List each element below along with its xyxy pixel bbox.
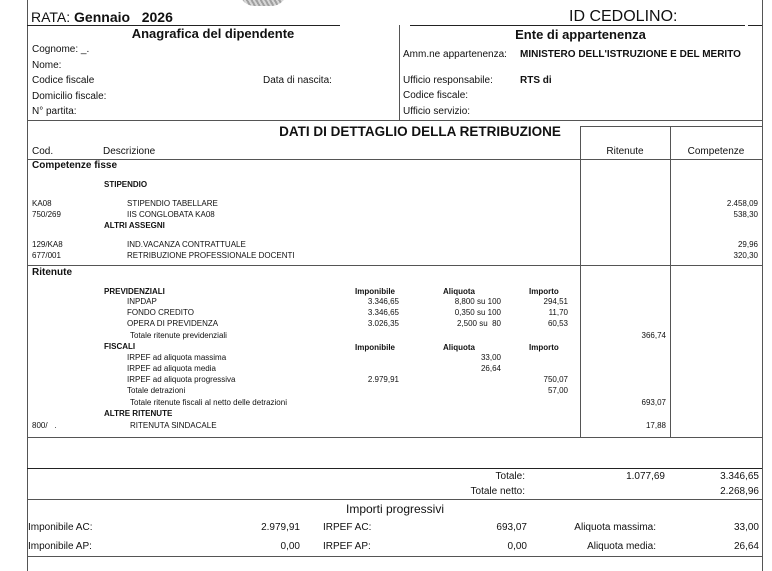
tot-fisc-label: Totale ritenute fiscali al netto delle detrazioni (130, 398, 287, 407)
imp-ac-label: Imponibile AC: (28, 522, 93, 533)
ufficio-value: RTS di (520, 75, 552, 86)
totale-label: Totale: (495, 471, 525, 482)
partita-label: N° partita: (32, 106, 77, 117)
h-aliquota-fiscali: Aliquota (443, 343, 475, 352)
h-imponibile-fiscali: Imponibile (355, 343, 395, 352)
table-row-desc: INPDAP (127, 297, 157, 306)
competenze-fisse-heading: Competenze fisse (32, 160, 118, 171)
table-row-desc: IRPEF ad aliquota media (127, 364, 216, 373)
sindacale-cod: 800/ . (32, 421, 57, 430)
ufficio-label: Ufficio responsabile: (403, 75, 493, 86)
ente-title: Ente di appartenenza (515, 27, 646, 42)
table-row-desc: OPERA DI PREVIDENZA (127, 319, 219, 328)
table-row-imponibile: 3.346,65 (367, 297, 399, 306)
table-row-aliquota: 26,64 (480, 364, 501, 373)
table-row-desc: FONDO CREDITO (127, 308, 194, 317)
table-row-aliquota: 2,500 su 80 (456, 319, 501, 328)
imp-ac-value: 2.979,91 (261, 522, 300, 533)
irpef-ac-label: IRPEF AC: (323, 522, 372, 533)
totale-netto-label: Totale netto: (470, 486, 525, 497)
irpef-ap-value: 0,00 (507, 541, 527, 552)
altre-ritenute-heading: ALTRE RITENUTE (104, 409, 173, 418)
totale-competenze: 3.346,65 (720, 471, 759, 482)
tot-prev-value: 366,74 (641, 331, 666, 340)
nome-label: Nome: (32, 60, 62, 71)
table-row-desc: RETRIBUZIONE PROFESSIONALE DOCENTI (127, 251, 295, 260)
sindacale-desc: RITENUTA SINDACALE (130, 421, 217, 430)
rata-label: RATA: (31, 9, 71, 25)
table-row-aliquota: 0,350 su 100 (454, 308, 501, 317)
table-row-desc: STIPENDIO TABELLARE (127, 199, 218, 208)
aliq-max-value: 33,00 (733, 522, 759, 533)
tot-detr-label: Totale detrazioni (127, 386, 186, 395)
table-row-importo: 750,07 (543, 375, 568, 384)
tot-detr-value: 57,00 (547, 386, 568, 395)
progressivi-title: Importi progressivi (345, 502, 445, 516)
amm-value: MINISTERO DELL'ISTRUZIONE E DEL MERITO (520, 49, 741, 60)
cognome-label: Cognome: _. (32, 44, 90, 55)
ente-cf-label: Codice fiscale: (403, 90, 469, 101)
tot-fisc-value: 693,07 (641, 398, 666, 407)
anagrafica-title: Anagrafica del dipendente (131, 26, 295, 41)
table-row-imponibile: 3.026,35 (367, 319, 399, 328)
table-row-desc: IIS CONGLOBATA KA08 (127, 210, 215, 219)
imp-ap-value: 0,00 (280, 541, 300, 552)
totale-netto-value: 2.268,96 (720, 486, 759, 497)
table-row-imponibile: 3.346,65 (367, 308, 399, 317)
amm-label: Amm.ne appartenenza: (403, 49, 507, 60)
fiscali-heading: FISCALI (104, 342, 136, 351)
emblem-icon (240, 0, 286, 6)
left-border (27, 0, 28, 571)
imp-ap-label: Imponibile AP: (28, 541, 92, 552)
id-cedolino-label: ID CEDOLINO: (569, 8, 678, 25)
irpef-ap-label: IRPEF AP: (323, 541, 371, 552)
data-nascita-label: Data di nascita: (263, 75, 332, 86)
servizio-label: Ufficio servizio: (403, 106, 471, 117)
aliq-media-value: 26,64 (733, 541, 759, 552)
table-row-importo: 294,51 (543, 297, 568, 306)
table-row-cod: 750/269 (32, 210, 61, 219)
col-descrizione: Descrizione (103, 146, 156, 157)
dettaglio-title: DATI DI DETTAGLIO DELLA RETRIBUZIONE (279, 124, 561, 139)
tot-prev-label: Totale ritenute previdenziali (130, 331, 227, 340)
previdenziali-heading: PREVIDENZIALI (104, 287, 165, 296)
table-row-aliquota: 33,00 (480, 353, 501, 362)
ritenute-heading: Ritenute (32, 267, 72, 278)
right-border (762, 0, 763, 571)
stipendio-heading: STIPENDIO (104, 180, 148, 189)
table-row-importo: 11,70 (548, 308, 568, 317)
table-row-competenze: 538,30 (733, 210, 758, 219)
rata (31, 9, 173, 25)
table-row-competenze: 29,96 (737, 240, 758, 249)
col-cod: Cod. (32, 146, 54, 157)
table-row-aliquota: 8,800 su 100 (454, 297, 501, 306)
table-row-cod: KA08 (32, 199, 52, 208)
aliq-max-label: Aliquota massima: (574, 522, 656, 533)
table-row-cod: 677/001 (32, 251, 61, 260)
table-row-competenze: 320,30 (733, 251, 758, 260)
table-row-imponibile: 2.979,91 (367, 375, 399, 384)
ritenute-col-divider (580, 126, 581, 438)
aliq-media-label: Aliquota media: (587, 541, 656, 552)
col-competenze: Competenze (687, 146, 745, 157)
sindacale-value: 17,88 (645, 421, 666, 430)
irpef-ac-value: 693,07 (496, 522, 527, 533)
codice-fiscale-label: Codice fiscale (32, 75, 95, 86)
table-row-importo: 60,53 (547, 319, 568, 328)
domicilio-label: Domicilio fiscale: (32, 91, 107, 102)
cognome-value: _. (80, 44, 90, 55)
rata-value: Gennaio 2026 (74, 9, 173, 25)
h-importo-fiscali: Importo (529, 343, 559, 352)
altri-assegni-heading: ALTRI ASSEGNI (104, 221, 165, 230)
table-row-cod: 129/KA8 (32, 240, 63, 249)
h-aliquota: Aliquota (443, 287, 475, 296)
h-imponibile: Imponibile (355, 287, 395, 296)
table-row-desc: IRPEF ad aliquota massima (127, 353, 227, 362)
table-row-competenze: 2.458,09 (726, 199, 758, 208)
col-ritenute: Ritenute (606, 146, 644, 157)
table-row-desc: IRPEF ad aliquota progressiva (127, 375, 236, 384)
h-importo: Importo (529, 287, 559, 296)
table-row-desc: IND.VACANZA CONTRATTUALE (127, 240, 246, 249)
totale-ritenute: 1.077,69 (626, 471, 665, 482)
competenze-col-divider (670, 126, 671, 438)
